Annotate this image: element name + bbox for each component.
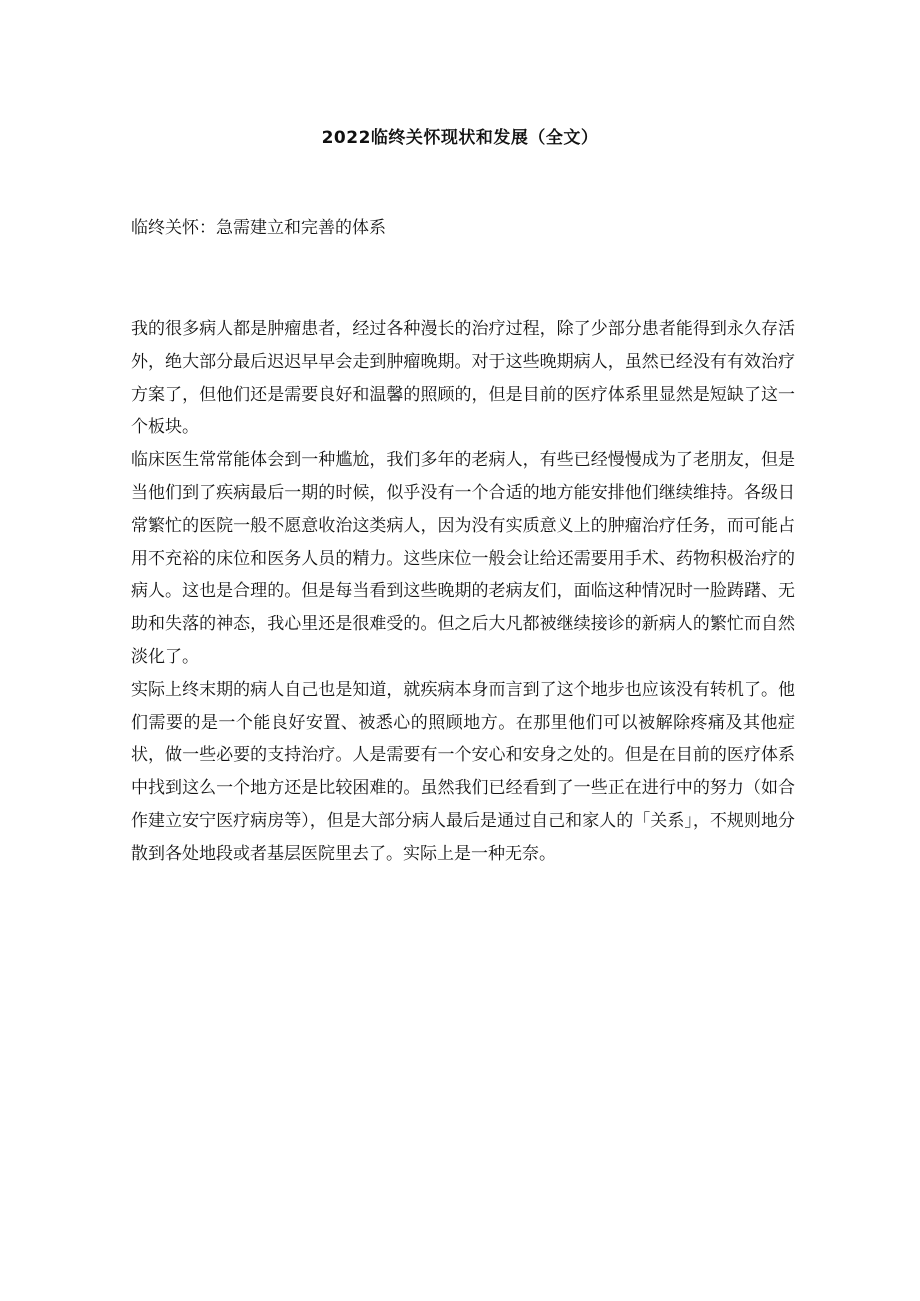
paragraph: 实际上终末期的病人自己也是知道，就疾病本身而言到了这个地步也应该没有转机了。他们需要的是一个能良好安置、被悉心的照顾地方。在那里他们可以被解除疼痛及其他症状，做一些必要的支持治疗。人是需要有一个安心和安身之处的。但是在目前的医疗体系中找到这么一个地方还是比较困难的。虽然我们已经看到了一些正在进行中的努力（如合作建立安宁医疗病房等），但是大部分病人最后是通过自己和家人的「关系」，不规则地分散到各处地段或者基层医院里去了。实际上是一种无奈。	[131, 679, 795, 864]
paragraph: 我的很多病人都是肿瘤患者，经过各种漫长的治疗过程，除了少部分患者能得到永久存活外，绝大部分最后迟迟早早会走到肿瘤晚期。对于这些晚期病人，虽然已经没有有效治疗方案了，但他们还是需要良好和温馨的照顾的，但是目前的医疗体系里显然是短缺了这一个板块。	[131, 319, 795, 438]
section-heading: 临终关怀：急需建立和完善的体系	[131, 218, 386, 238]
paragraph: 临床医生常常能体会到一种尴尬，我们多年的老病人，有些已经慢慢成为了老朋友，但是当他们到了疾病最后一期的时候，似乎没有一个合适的地方能安排他们继续维持。各级日常繁忙的医院一般不愿意收治这类病人，因为没有实质意义上的肿瘤治疗任务，而可能占用不充裕的床位和医务人员的精力。这些床位一般会让给还需要用手术、药物积极治疗的病人。这也是合理的。但是每当看到这些晚期的老病友们，面临这种情况时一脸踌躇、无助和失落的神态，我心里还是很难受的。但之后大凡都被继续接诊的新病人的繁忙而自然淡化了。	[131, 450, 795, 667]
document-body	[131, 313, 795, 871]
document-title: 2022临终关怀现状和发展（全文）	[321, 128, 599, 148]
